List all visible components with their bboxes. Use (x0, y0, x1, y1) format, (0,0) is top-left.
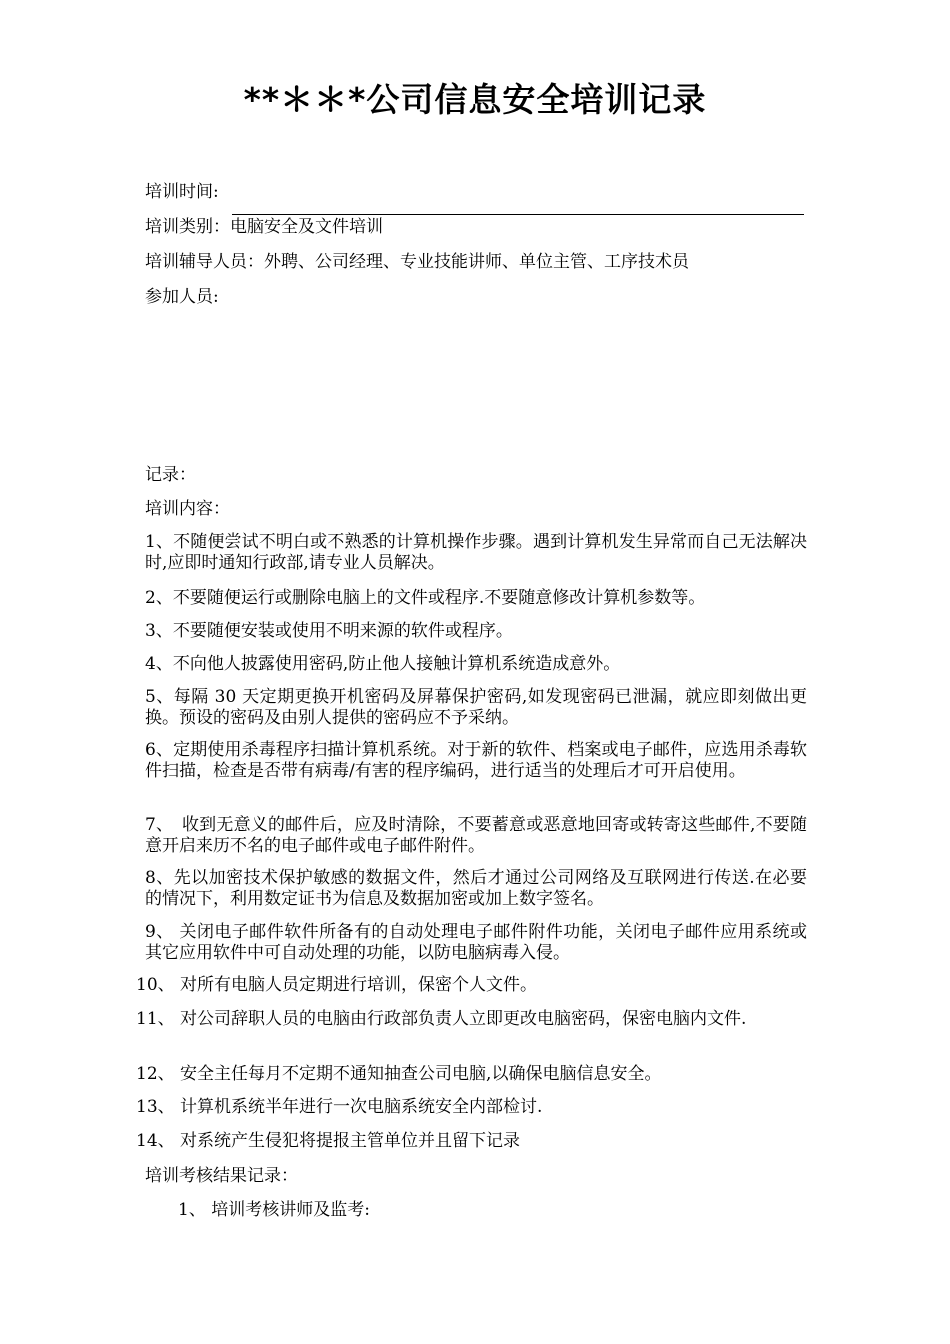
page-title: **＊＊*公司信息安全培训记录 (243, 80, 707, 119)
content-item-14: 14、 对系统产生侵犯将提报主管单位并且留下记录 (136, 1131, 521, 1151)
training-instructors: 培训辅导人员：外聘、公司经理、专业技能讲师、单位主管、工序技术员 (145, 252, 689, 272)
content-item-9: 9、 关闭电子邮件软件所备有的自动处理电子邮件附件功能，关闭电子邮件应用系统或其它应用软件中可自动处理的功能，以防电脑病毒入侵。 (145, 922, 807, 963)
content-item-3: 3、不要随便安装或使用不明来源的软件或程序。 (145, 621, 513, 641)
content-item-13: 13、 计算机系统半年进行一次电脑系统安全内部检讨. (136, 1097, 543, 1117)
content-item-7: 7、 收到无意义的邮件后，应及时清除，不要蓄意或恶意地回寄或转寄这些邮件,不要随意开启来历不名的电子邮件或电子邮件附件。 (145, 815, 807, 856)
category-underline (232, 214, 804, 215)
content-item-12: 12、 安全主任每月不定期不通知抽查公司电脑,以确保电脑信息安全。 (136, 1064, 662, 1084)
content-item-10: 10、 对所有电脑人员定期进行培训，保密个人文件。 (136, 975, 538, 995)
content-item-8: 8、先以加密技术保护敏感的数据文件，然后才通过公司网络及互联网进行传送.在必要的情况下，利用数定证书为信息及数据加密或加上数字签名。 (145, 868, 807, 909)
content-item-5: 5、每隔 30 天定期更换开机密码及屏幕保护密码,如发现密码已泄漏，就应即刻做出更换。预设的密码及由别人提供的密码应不予采纳。 (145, 687, 807, 728)
content-item-1: 1、不随便尝试不明白或不熟悉的计算机操作步骤。遇到计算机发生异常而自己无法解决时,应即时通知行政部,请专业人员解决。 (145, 532, 807, 573)
content-item-6: 6、定期使用杀毒程序扫描计算机系统。对于新的软件、档案或电子邮件，应选用杀毒软件扫描，检查是否带有病毒/有害的程序编码，进行适当的处理后才可开启使用。 (145, 740, 807, 781)
assessment-item-1: 1、 培训考核讲师及监考: (178, 1200, 370, 1220)
assessment-label: 培训考核结果记录： (145, 1166, 298, 1186)
training-category-label: 培训类别： (145, 217, 230, 237)
training-content-label: 培训内容： (145, 499, 230, 519)
attendees-label: 参加人员: (145, 287, 219, 307)
training-category-value: 电脑安全及文件培训 (230, 217, 383, 237)
record-label: 记录： (145, 465, 196, 485)
content-item-2: 2、不要随便运行或删除电脑上的文件或程序.不要随意修改计算机参数等。 (145, 588, 706, 608)
training-category (145, 216, 383, 238)
content-item-11: 11、 对公司辞职人员的电脑由行政部负责人立即更改电脑密码，保密电脑内文件. (136, 1009, 747, 1029)
training-time-label: 培训时间: (145, 182, 219, 202)
content-item-4: 4、不向他人披露使用密码,防止他人接触计算机系统造成意外。 (145, 654, 621, 674)
